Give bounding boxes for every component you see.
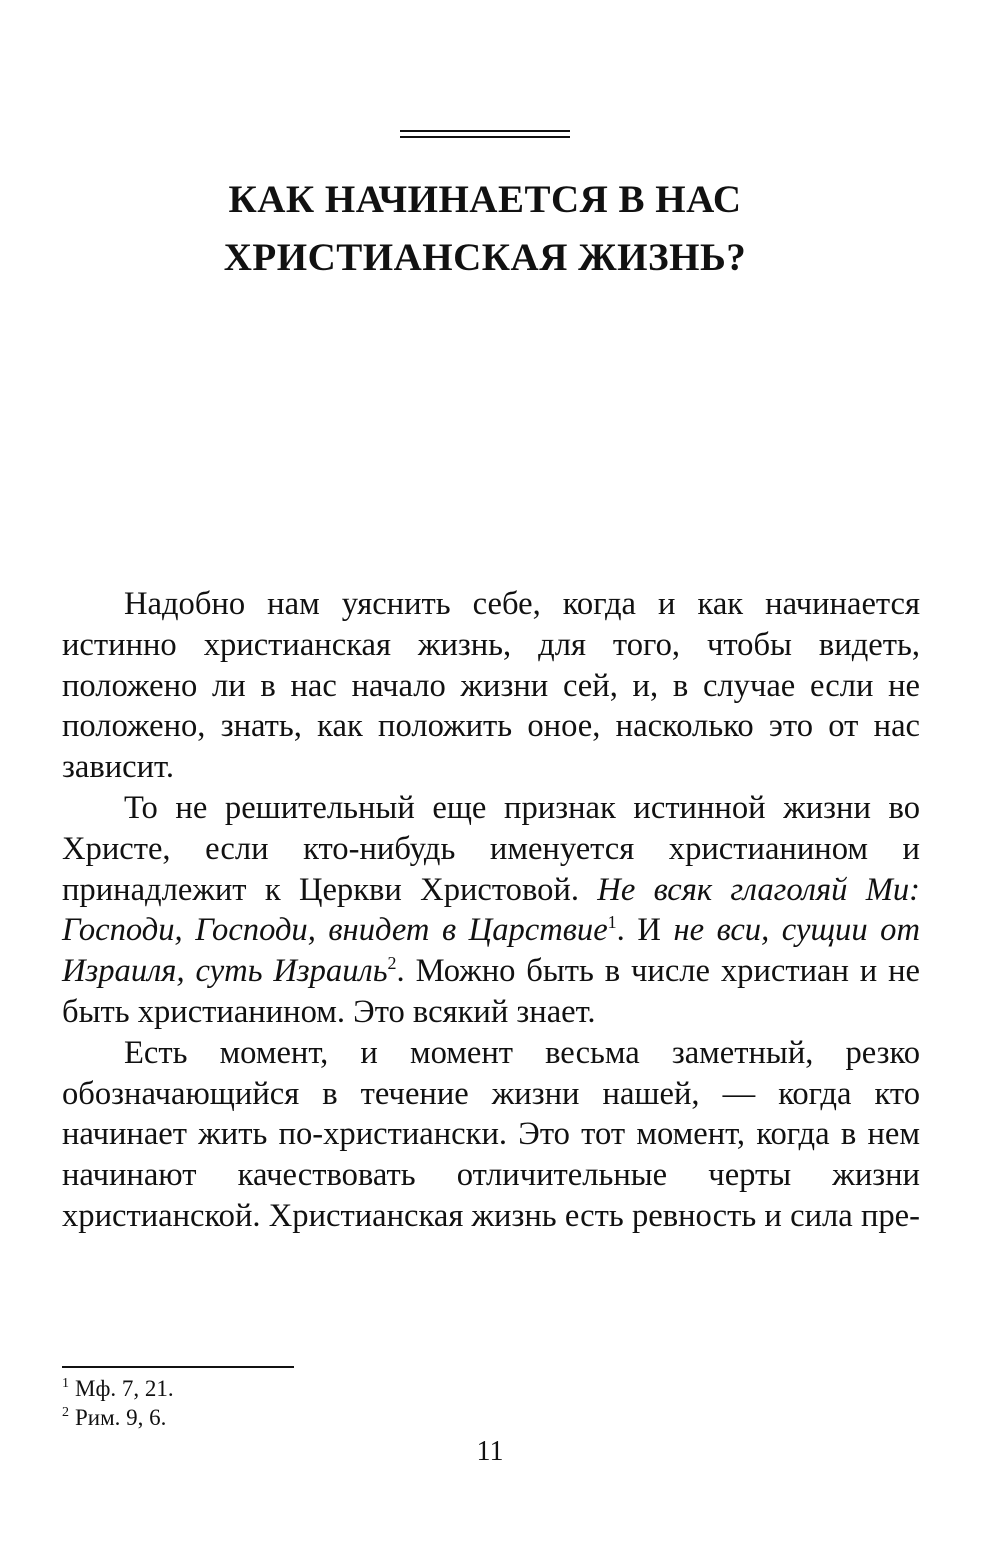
scripture-quote-2: не вси, сущии от Израиля, суть Израиль <box>62 912 920 990</box>
paragraph-2-text-b: . И <box>616 912 674 949</box>
footnote-divider <box>62 1366 294 1368</box>
paragraph-1: Надобно нам уяснить себе, когда и как начинается истинно христианская жизнь, для того, чтобы видеть, положено ли в нас начало жизни сей, и, в случае если не положено, знать, как положить оное, насколько это от нас зависит. <box>62 586 920 786</box>
footnote-1-text: Мф. 7, 21. <box>75 1376 174 1401</box>
footnote-ref-1[interactable]: 1 <box>607 912 617 933</box>
chapter-title-line-1: КАК НАЧИНАЕТСЯ В НАС <box>228 178 742 221</box>
body-text <box>62 584 920 1237</box>
footnote-1-number: 1 <box>62 1376 69 1392</box>
paragraph-2-text-c: . Можно быть в числе христиан и не быть христианином. Это всякий знает. <box>62 953 920 1030</box>
footnotes <box>62 1374 174 1432</box>
footnote-ref-2[interactable]: 2 <box>387 953 397 974</box>
footnote-2-text: Рим. 9, 6. <box>75 1405 167 1430</box>
chapter-title-line-2: ХРИСТИАНСКАЯ ЖИЗНЬ? <box>223 236 747 279</box>
page-number: 11 <box>476 1436 504 1467</box>
paragraph-2-text-a: То не решительный еще признак истинной жизни во Христе, если кто-нибудь именуется христианином и принадлежит к Церкви Христовой. <box>62 789 920 908</box>
title-ornament-rule <box>400 130 570 138</box>
footnote-1 <box>62 1374 174 1403</box>
footnote-2 <box>62 1403 174 1432</box>
footnote-2-number: 2 <box>62 1405 69 1421</box>
paragraph-3: Есть момент, и момент весьма заметный, резко обозначающийся в течение жизни нашей, — когда кто начинает жить по-христиански. Это тот момент, когда в нем начинают качествовать отличительные черты жизни христианской. Христианская жизнь есть ревность и сила пре- <box>62 1034 920 1234</box>
paragraph-2 <box>62 788 920 1033</box>
scripture-quote-1: Не всяк глаголяй Ми: Господи, Господи, внидет в Царствие <box>62 871 921 949</box>
